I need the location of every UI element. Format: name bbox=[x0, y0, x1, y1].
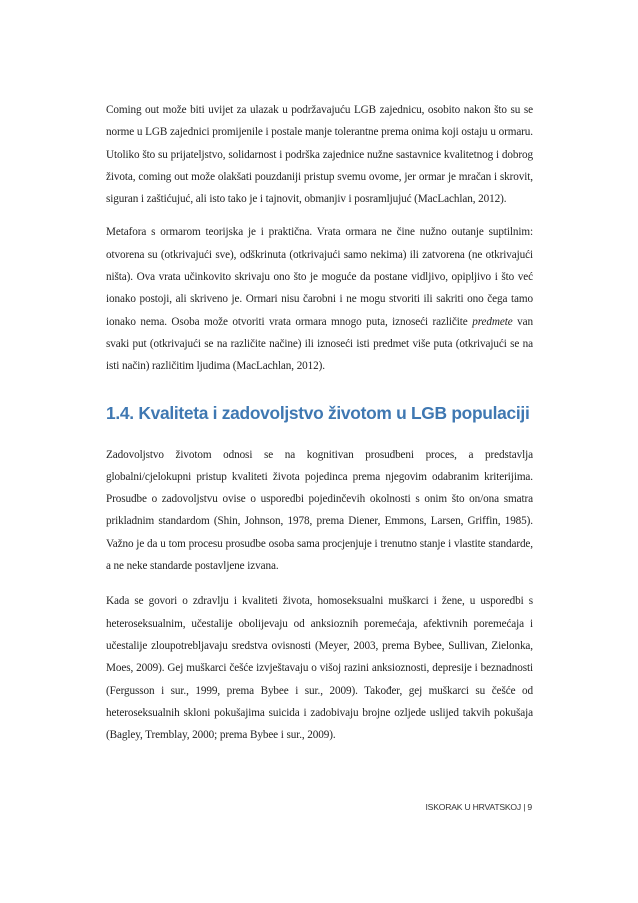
paragraph-closet-metaphor bbox=[106, 221, 533, 377]
paragraph-emphasis: predmete bbox=[472, 315, 513, 328]
paragraph-health-quality: Kada se govori o zdravlju i kvaliteti života, homoseksualni muškarci i žene, u usporedbi s heteroseksualnim, učestalije obolijevaju od anksioznih poremećaja, afektivnih poremećaja i učestalije zloupotrebljavaju sredstva ovisnosti (Meyer, 2003, prema Bybee, Sullivan, Zielonka, Moes, 2009). Gej muškarci češće izvještavaju o višoj razini anksioznosti, depresije i beznadnosti (Fergusson i sur., 1999, prema Bybee i sur., 2009). Također, gej muškarci su češće od heteroseksualnih skloni pokušajima suicida i zadobivaju brojne ozljede uslijed takvih pokušaja (Bagley, Tremblay, 2000; prema Bybee i sur., 2009). bbox=[106, 595, 533, 742]
paragraph-text: Coming out može biti uvijet za ulazak u podržavajuću LGB zajednicu, osobito nakon što su se norme u LGB zajednici promijenile i postale manje tolerantne prema onima koji ostaju u ormaru. Utoliko što su prijateljstvo, solidarnost i podrška zajednice nužne sastavnice kvalitetnog i dobrog života, coming out može olakšati pouzdaniji pristup svemu ovome, jer ormar je mračan i skrovit, siguran i zaštićujuć, ali isto tako je i tajnovit, obmanjiv i posramljujuć (MacLachlan, 2012). bbox=[106, 104, 533, 206]
paragraph-text-continued: van svaki put (otkrivajući se na različite načine) ili iznoseći isti predmet više puta (otkrivajući se na isti način) različitim ljudima (MacLachlan, 2012). bbox=[106, 315, 533, 373]
paragraph-life-satisfaction: Zadovoljstvo životom odnosi se na kognitivan prosudbeni proces, a predstavlja globalni/cjelokupni pristup kvaliteti života pojedinca prema njegovim odabranim kriterijima. Prosudbe o zadovoljstvu ovise o usporedbi pojedinčevih okolnosti s onim što on/ona smatra prikladnim standardom (Shin, Johnson, 1978, prema Diener, Emmons, Larsen, Griffin, 1985). Važno je da u tom procesu prosudbe osoba sama procjenjuje i trenutno stanje i vlastite standarde, a ne neke standarde postavljene izvana. bbox=[106, 448, 533, 573]
paragraph-text: Metafora s ormarom teorijska je i praktična. Vrata ormara ne čine nužno outanje suptilnim: otvorena su (otkrivajući sve), odškrinuta (otkrivajući samo nekima) ili zatvorena (ne otkrivajući ništa). Ova vrata učinkovito skrivaju ono što je moguće da postane vidljivo, opipljivo i što već ionako postoji, ali skriveno je. Ormari nisu čarobni i ne mogu stvoriti ili sakriti ono čega tamo ionako nema. Osoba može otvoriti vrata ormara mnogo puta, iznoseći različite bbox=[106, 226, 533, 328]
paragraph-coming-out bbox=[106, 99, 533, 210]
section-heading: 1.4. Kvaliteta i zadovoljstvo životom u LGB populaciji bbox=[106, 402, 530, 423]
page-body bbox=[106, 99, 533, 746]
page-footer: ISKORAK U HRVATSKOJ | 9 bbox=[425, 802, 532, 812]
